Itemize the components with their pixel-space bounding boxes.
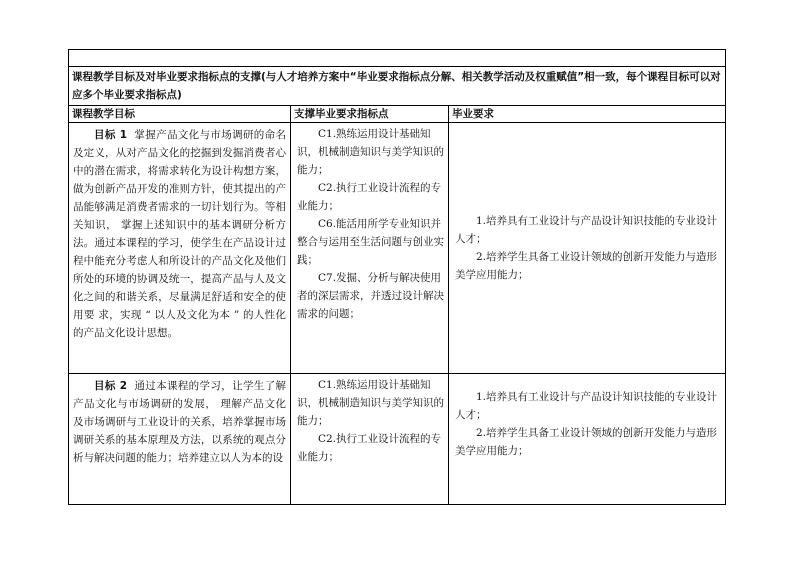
table-caption: 课程教学目标及对毕业要求指标点的支撑(与人才培养方案中“毕业要求指标点分解、相关教学活动及权重赋值”相一致，每个课程目标可以对应多个毕业要求指标点) — [69, 67, 726, 106]
requirement-item: 1.培养具有工业设计与产品设计知识技能的专业设计人才； — [455, 215, 718, 245]
indicator-item: C2.执行工业设计流程的专业能力； — [297, 433, 442, 463]
indicator-item: C1.熟练运用设计基础知识，机械制造知识与美学知识的能力； — [297, 128, 444, 176]
requirement-cell — [449, 123, 726, 374]
objective-cell — [69, 123, 291, 374]
indicator-item: C2.执行工业设计流程的专业能力； — [297, 182, 442, 212]
requirement-cell — [449, 374, 726, 505]
requirement-item: 2.培养学生具备工业设计领域的创新开发能力与造形美学应用能力； — [455, 251, 718, 281]
objective-label: 目标 2 — [94, 380, 128, 392]
indicator-item: C6.能活用所学专业知识并整合与运用至生活问题与创业实践； — [297, 218, 444, 266]
objective-label: 目标 1 — [94, 129, 128, 141]
indicator-item: C7.发掘、分析与解决使用者的深层需求，并透过设计解决需求的问题； — [297, 272, 444, 320]
caption-row — [69, 67, 726, 106]
blank-row — [69, 50, 726, 67]
column-header-row — [69, 106, 726, 123]
header-objective: 课程教学目标 — [69, 106, 291, 123]
indicator-cell — [291, 123, 449, 374]
objectives-table — [68, 49, 726, 505]
header-indicators: 支撑毕业要求指标点 — [291, 106, 449, 123]
objective-text: 掌握产品文化与市场调研的命名及定义，从对产品文化的挖掘到发掘消费者心中的潜在需求，将需求转化为设计构想方案，做为创新产品开发的准则方针，使其提出的产品能够满足消费者需求的一切计划行为。等相关知识， 掌握上述知识中的基本调研分析方法。通过本课程的学习，使学生在产品设计过程中能充分考虑人和所设计的产品文化及他们所处的环境的协调及统一，提高产品与人及文化之间的和谐关系，尽量满足舒适和安全的使用要 求，实现 “ 以人及文化为本 ” 的人性化的产品文化设计思想。 — [73, 129, 287, 339]
indicator-item: C1.熟练运用设计基础知识，机械制造知识与美学知识的能力； — [297, 379, 444, 427]
objective-text: 通过本课程的学习，让学生了解产品文化与市场调研的发展， 理解产品文化及市场调研与工业设计的关系，培养掌握市场调研关系的基本原理及方法，以系统的观点分析与解决问题的能力；培养建立以人为本的设 — [73, 380, 287, 464]
requirement-item: 1.培养具有工业设计与产品设计知识技能的专业设计人才； — [455, 391, 718, 421]
table-row — [69, 374, 726, 505]
indicator-cell — [291, 374, 449, 505]
requirement-item: 2.培养学生具备工业设计领域的创新开发能力与造形美学应用能力； — [455, 427, 718, 457]
blank-cell — [69, 50, 726, 67]
objective-cell — [69, 374, 291, 505]
header-requirements: 毕业要求 — [449, 106, 726, 123]
table-row — [69, 123, 726, 374]
